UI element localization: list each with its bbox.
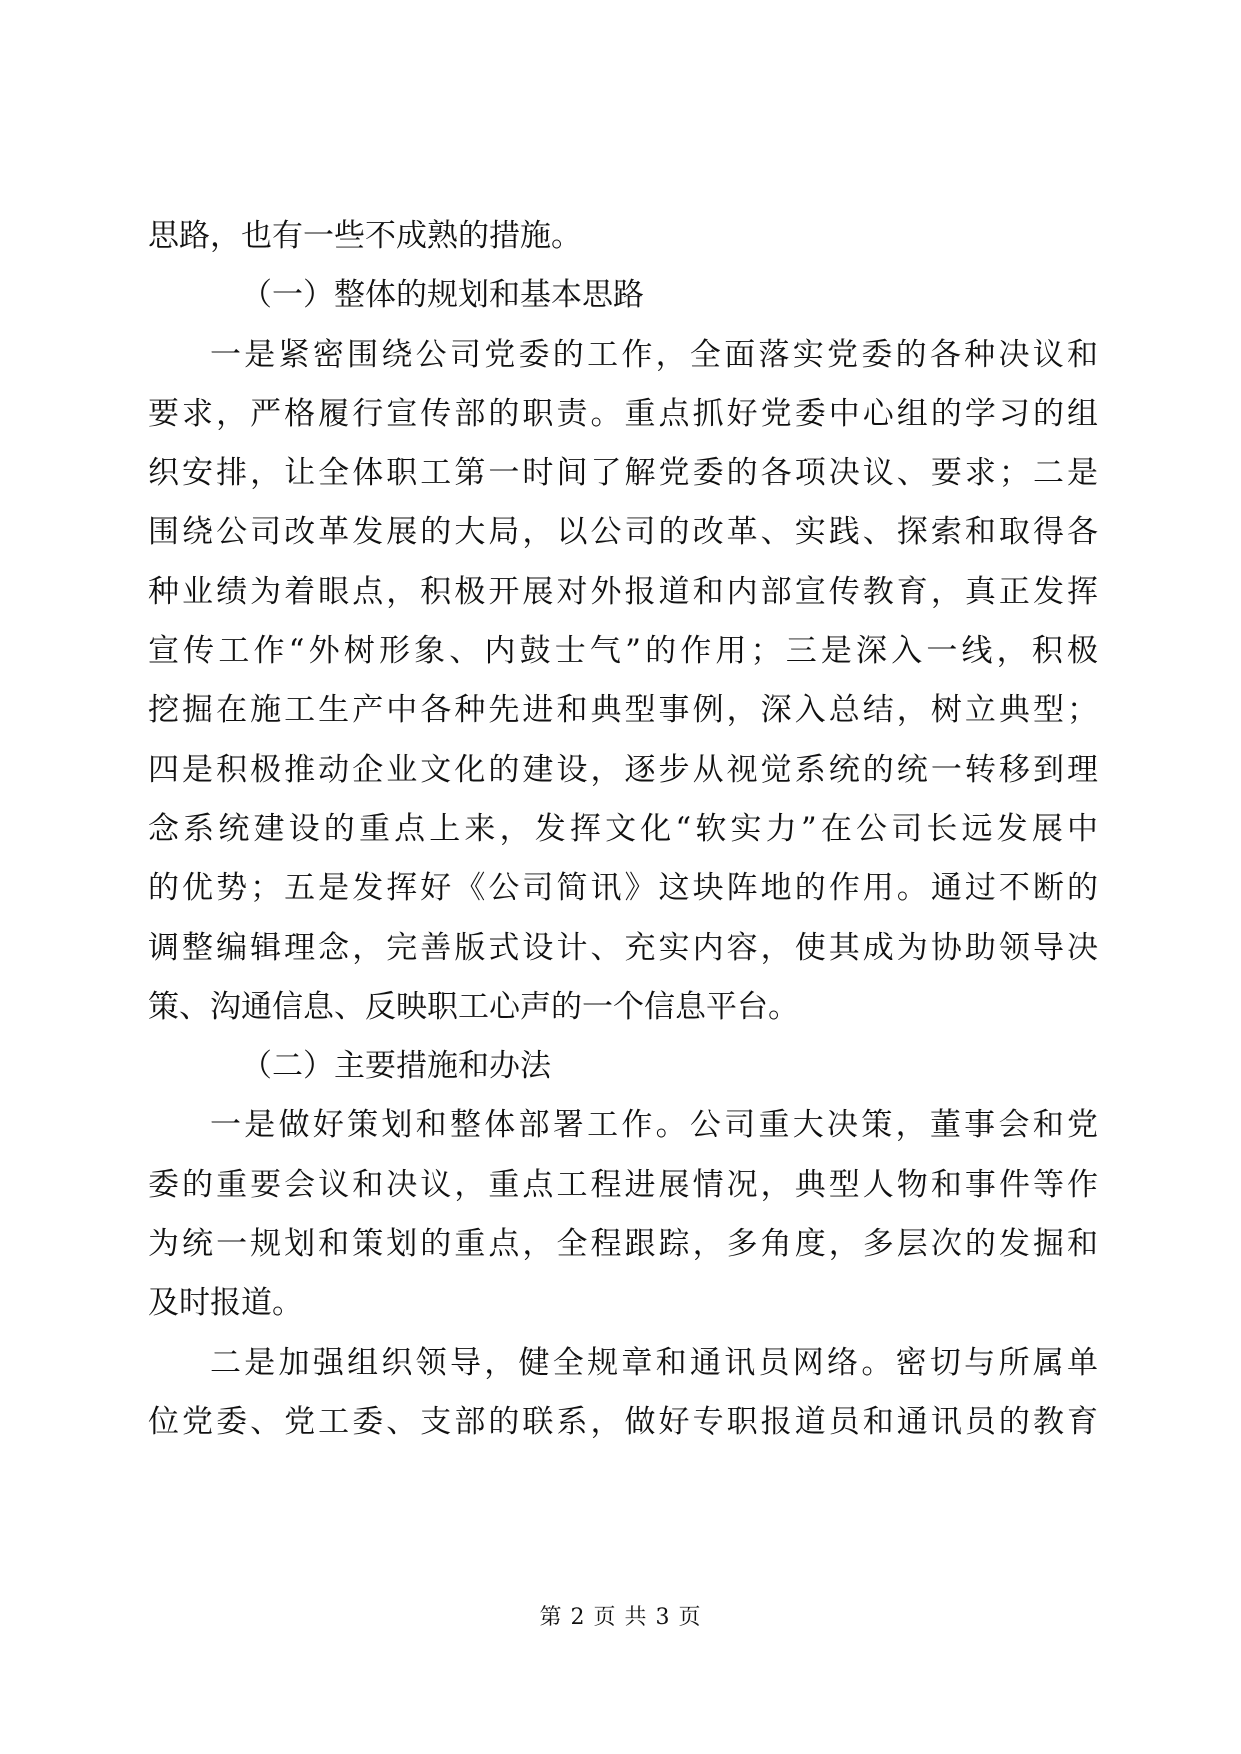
text-line: 围绕公司改革发展的大局，以公司的改革、实践、探索和取得各 <box>148 514 1098 551</box>
text-line: 策、沟通信息、反映职工心声的一个信息平台。 <box>148 988 799 1025</box>
text-line: 种业绩为着眼点，积极开展对外报道和内部宣传教育，真正发挥 <box>148 573 1098 610</box>
text-line: 委的重要会议和决议，重点工程进展情况，典型人物和事件等作 <box>148 1166 1098 1203</box>
text-line: 及时报道。 <box>148 1285 303 1322</box>
text-line: 的优势；五是发挥好《公司简讯》这块阵地的作用。通过不断的 <box>148 870 1098 907</box>
text-line: 织安排，让全体职工第一时间了解党委的各项决议、要求；二是 <box>148 455 1098 492</box>
text-line: 为统一规划和策划的重点，全程跟踪，多角度，多层次的发掘和 <box>148 1226 1098 1263</box>
text-line: 位党委、党工委、支部的联系，做好专职报道员和通讯员的教育 <box>148 1403 1098 1440</box>
text-line: 要求，严格履行宣传部的职责。重点抓好党委中心组的学习的组 <box>148 395 1098 432</box>
text-line: 挖掘在施工生产中各种先进和典型事例，深入总结，树立典型； <box>148 692 1098 729</box>
text-line: 一是紧密围绕公司党委的工作，全面落实党委的各种决议和 <box>210 336 1098 373</box>
text-line: 念系统建设的重点上来，发挥文化“软实力”在公司长远发展中 <box>148 810 1098 847</box>
text-line: 四是积极推动企业文化的建设，逐步从视觉系统的统一转移到理 <box>148 751 1098 788</box>
section-heading-2: （二）主要措施和办法 <box>241 1048 551 1085</box>
text-line: 宣传工作“外树形象、内鼓士气”的作用；三是深入一线，积极 <box>148 633 1098 670</box>
page-number-footer: 第 2 页 共 3 页 <box>539 1605 702 1630</box>
text-line: 思路，也有一些不成熟的措施。 <box>148 218 582 254</box>
text-line: 调整编辑理念，完善版式设计、充实内容，使其成为协助领导决 <box>148 929 1098 966</box>
section-heading-1: （一）整体的规划和基本思路 <box>241 277 644 314</box>
text-line: 一是做好策划和整体部署工作。公司重大决策，董事会和党 <box>210 1107 1098 1144</box>
text-line: 二是加强组织领导，健全规章和通讯员网络。密切与所属单 <box>210 1344 1098 1381</box>
document-body <box>148 207 1098 1452</box>
